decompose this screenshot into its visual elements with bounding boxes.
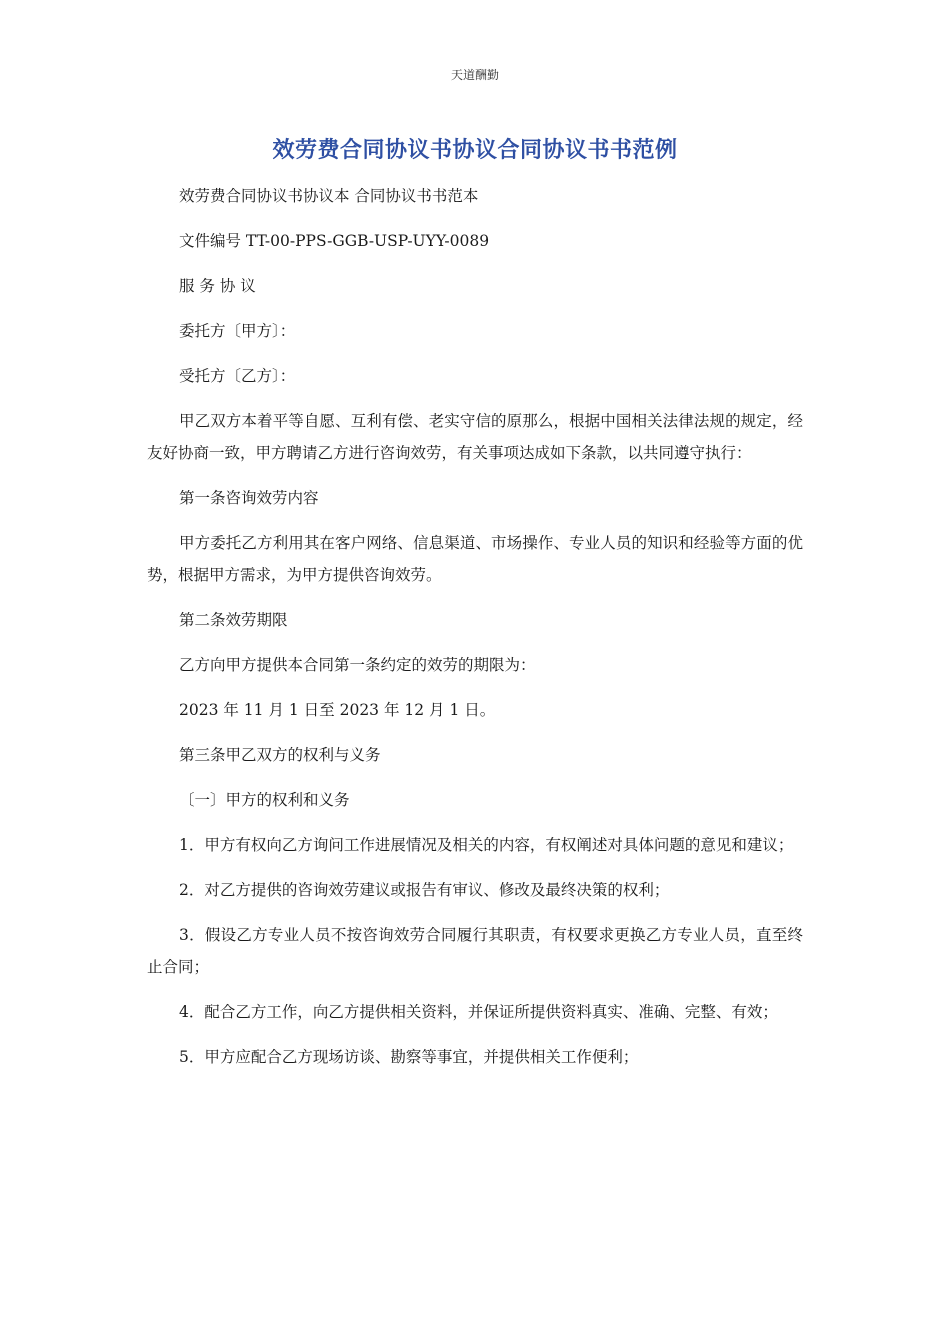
party-a-line: 委托方〔甲方〕： [179, 322, 296, 340]
file-number: 文件编号 TT-00-PPS-GGB-USP-UYY-0089 [179, 232, 490, 250]
document-body [147, 180, 803, 1073]
service-period: 2023 年 11 月 1 日至 2023 年 12 月 1 日。 [179, 701, 496, 719]
agreement-heading: 服 务 协 议 [179, 277, 256, 295]
document-title: 效劳费合同协议书协议合同协议书书范例 [272, 138, 678, 163]
clause-4: 4．配合乙方工作，向乙方提供相关资料，并保证所提供资料真实、准确、完整、有效； [179, 1003, 778, 1021]
article-1-body: 甲方委托乙方利用其在客户网络、信息渠道、市场操作、专业人员的知识和经验等方面的优势，根据甲方需求，为甲方提供咨询效劳。 [147, 534, 803, 584]
article-2-body: 乙方向甲方提供本合同第一条约定的效劳的期限为： [179, 656, 536, 674]
clause-3: 3．假设乙方专业人员不按咨询效劳合同履行其职责，有权要求更换乙方专业人员，直至终止合同； [147, 926, 803, 976]
section-1-heading: 〔一〕甲方的权利和义务 [179, 791, 350, 809]
clause-2: 2．对乙方提供的咨询效劳建议或报告有审议、修改及最终决策的权利； [179, 881, 670, 899]
page-header: 天道酬勤 [450, 68, 499, 82]
article-2-heading: 第二条效劳期限 [179, 611, 288, 629]
party-b-line: 受托方〔乙方〕： [179, 367, 296, 385]
article-3-heading: 第三条甲乙双方的权利与义务 [179, 746, 381, 764]
subtitle-line: 效劳费合同协议书协议本 合同协议书书范本 [179, 187, 479, 205]
preamble-paragraph: 甲乙双方本着平等自愿、互利有偿、老实守信的原那么，根据中国相关法律法规的规定，经友好协商一致，甲方聘请乙方进行咨询效劳，有关事项达成如下条款，以共同遵守执行： [147, 412, 803, 462]
clause-5: 5．甲方应配合乙方现场访谈、勘察等事宜，并提供相关工作便利； [179, 1048, 639, 1066]
clause-1: 1．甲方有权向乙方询问工作进展情况及相关的内容，有权阐述对具体问题的意见和建议； [179, 836, 794, 854]
article-1-heading: 第一条咨询效劳内容 [179, 489, 319, 507]
